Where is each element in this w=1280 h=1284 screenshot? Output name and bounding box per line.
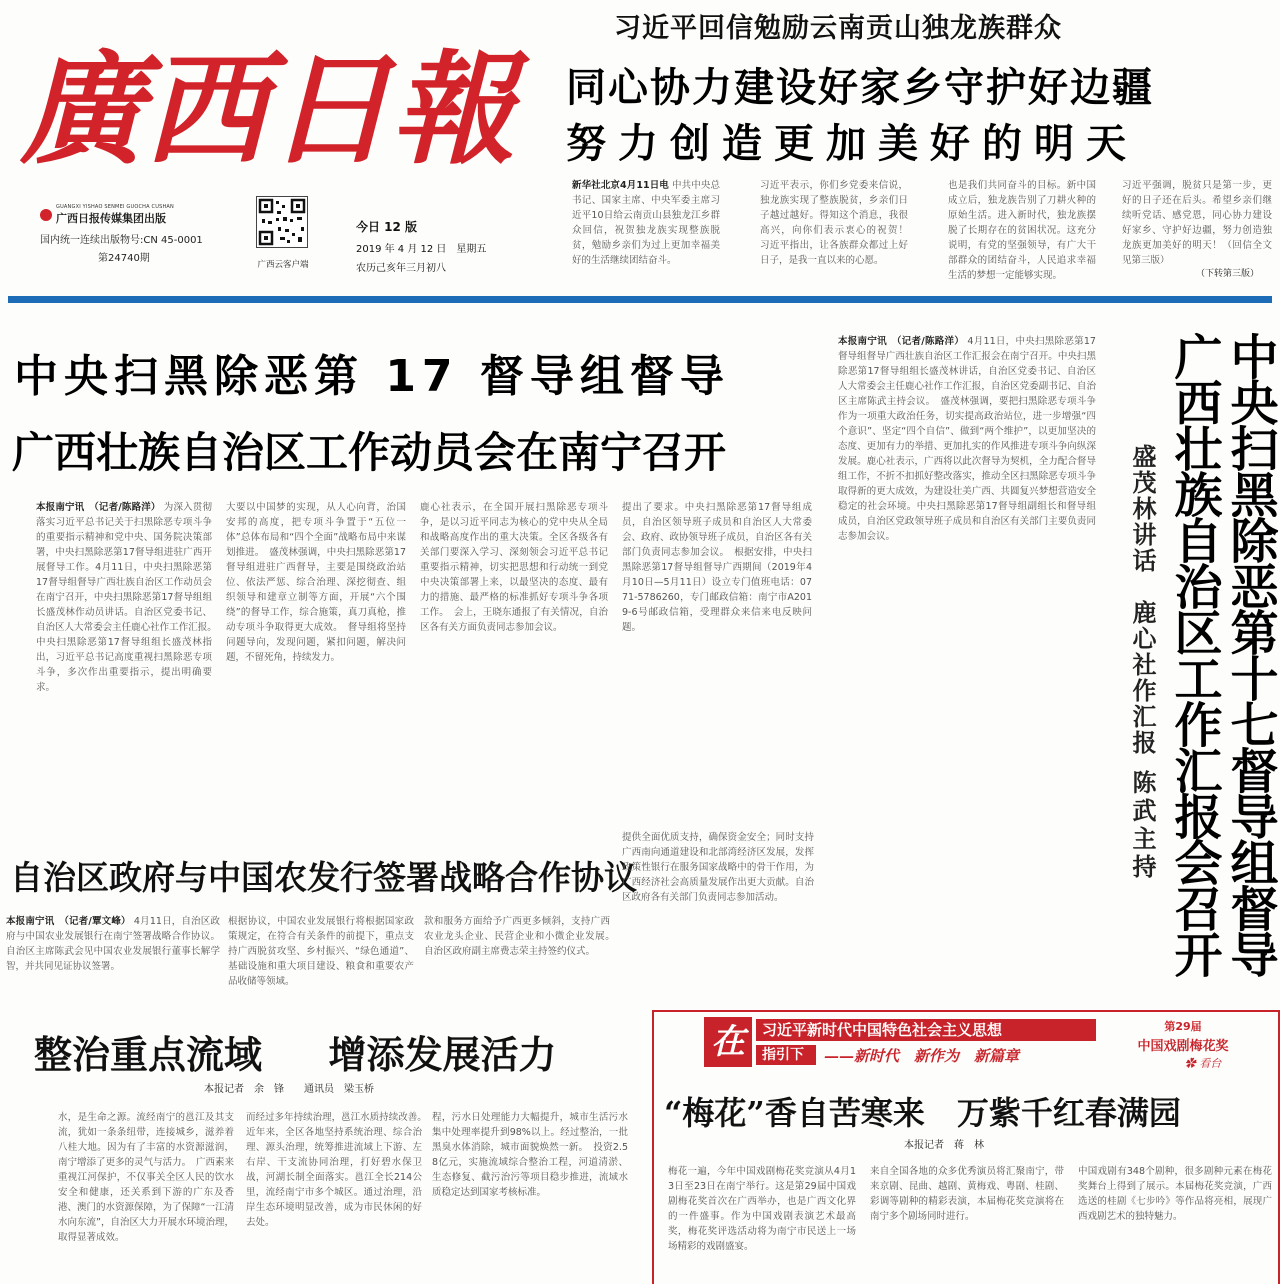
river-story-headline-a: 整治重点流域 [34,1032,263,1077]
publisher-block [40,204,250,264]
top-story-kicker: 习近平回信勉励云南贡山独龙族群众 [614,13,1062,44]
qr-code-icon [257,197,307,247]
issue-date: 2019 年 4 月 12 日 星期五 [356,244,487,255]
main-story-col-1: 本报南宁讯 （记者/陈路洋） 为深入贯彻落实习近平总书记关于扫黑除恶专项斗争的重要指示精神和党中央、国务院决策部署，中央扫黑除恶第17督导组进驻广西开展督导工作。4月11日，中央扫黑除恶第17督导组督导广西壮族自治区工作动员会在南宁召开，中央扫黑除恶第17督导组组长盛茂林作动员讲话。自治区党委书记、自治区人大常委会主任鹿心社作工作汇报。 中央扫黑除恶第17督导组组长盛茂林指出，习近平总书记高度重视扫黑除恶专项斗争，多次作出重要指示，提出明确要求。 [36,502,222,693]
main-story-headline-2: 广西壮族自治区工作动员会在南宁召开 [12,428,727,477]
plum-award-tail: ✿ 看台 [1184,1057,1222,1070]
plum-flower-icon: ✿ [1184,1057,1196,1070]
side-story-headline: 中央扫黑除恶第十七督导组督导广西壮族自治区工作汇报会召开 [1166,332,1278,976]
plum-banner-sub: 指引下 [756,1045,816,1065]
agri-story-headline: 自治区政府与中国农发行签署战略合作协议 [10,858,637,897]
qr-code [256,196,308,248]
main-story-col-4: 提出了要求。中央扫黑除恶第17督导组成员，自治区领导班子成员和自治区人大常委会、政府、政协领导班子成员，自治区各有关部门负责同志参加会议。 根据安排，中央扫黑除恶第17督导组督导广西期间（2019年4月10日—5月11日）设立专门值班电话：0771-5786260，专门邮政信箱：南宁市A2019-6号邮政信箱，受理群众来信来电反映问题。 [622,502,813,633]
logo-calligraphy [18,37,531,181]
edition-info [356,218,546,274]
top-story-col-1: 新华社北京4月11日电 中共中央总书记、国家主席、中央军委主席习近平10日给云南贡山县独龙江乡群众回信，祝贺独龙族实现整族脱贫，勉励乡亲们为过上更加幸福美好的生活继续团结奋斗。 [572,180,720,266]
publisher-logo-icon [40,209,52,221]
main-story-headline-1: 中央扫黑除恶第 17 督导组督导 [14,351,730,402]
plum-byline: 本报记者 蒋 林 [904,1140,984,1151]
plum-col-1: 梅花一遍，今年中国戏剧梅花奖竞演从4月13日至23日在南宁举行。这是第29届中国戏剧梅花奖首次在广西举办，也是广西文化界的一件盛事。作为中国戏剧表演艺术最高奖，梅花奖评选活动将为南宁市民送上一场场精彩的戏剧盛宴。 [668,1166,856,1252]
side-story-text: 本报南宁讯 （记者/陈路洋） 4月11日，中央扫黑除恶第17督导组督导广西壮族自治区工作汇报会在南宁召开。中央扫黑除恶第17督导组组长盛茂林讲话，自治区党委书记、自治区人大常委会主任鹿心社作工作汇报，自治区党委副书记、自治区主席陈武主持会议。 盛茂林强调，要把扫黑除恶专项斗争作为一项重大政治任务，切实提高政治站位，进一步增强“四个意识”、坚定“四个自信”、做到“两个维护”，以更加坚决的态度、更加有力的举措、更加扎实的作风推进专项斗争向纵深发展。鹿心社表示，广西将以此次督导为契机，全力配合督导组工作，不折不扣抓好整改落实，推动全区扫黑除恶专项斗争取得新的更大成效，为建设壮美广西、共圆复兴梦想营造安全稳定的社会环境。中央扫黑除恶第17督导组副组长和督导组成员，自治区党政领导班子成员和自治区有关部门主要负责同志参加会议。 [838,336,1096,542]
top-story-col-3: 也是我们共同奋斗的目标。新中国成立后，独龙族告别了刀耕火种的原始生活。进入新时代，独龙族摆脱了长期存在的贫困状况。这充分说明，有党的坚强领导，有广大干部群众的团结奋斗，人民追求幸福生活的梦想一定能够实现。 [948,180,1096,281]
top-story-dateline: 新华社北京4月11日电 [572,180,669,191]
top-story-continued: （下转第三版） [1196,269,1260,279]
agri-story-col-2: 根据协议，中国农业发展银行将根据国家政策规定，在符合有关条件的前提下，重点支持广西脱贫攻坚、乡村振兴、“绿色通道”、基础设施和重大项目建设、粮食和重要农产品收储等领域。 [228,916,414,987]
plum-banner-text-box [756,1019,1096,1041]
plum-banner-char: 在 [711,1022,745,1062]
plum-banner-text: 习近平新时代中国特色社会主义思想 [762,1021,1003,1039]
top-story-col-2: 习近平表示，你们乡党委来信说，独龙族实现了整族脱贫，乡亲们日子越过越好。得知这个消息，我很高兴，向你们表示衷心的祝贺！ 习近平指出，让各族群众都过上好日子，是我一直以来的心愿。 [760,180,918,266]
agri-story-col-3: 款和服务方面给予广西更多倾斜，支持广西农业龙头企业、民营企业和小微企业发展。 自治区政府副主席费志荣主持签约仪式。 [424,916,620,957]
qr-caption: 广西云客户端 [257,260,309,270]
plum-award [1108,1018,1258,1071]
agri-story-byline: 本报南宁讯 （记者/覃文峰） [6,916,131,927]
side-story-subtitle-2: 陈武主持 [1128,770,1156,882]
plum-col-2: 来自全国各地的众多优秀演员将汇聚南宁，带来京剧、昆曲、越剧、黄梅戏、粤剧、桂剧、彩调等剧种的精彩表演，本届梅花奖竞演将在南宁多个剧场同时进行。 [870,1166,1064,1222]
lunar-date: 农历己亥年三月初八 [356,263,446,274]
plum-headline: “梅花”香自苦寒来 万紫千红春满园 [664,1094,1181,1132]
publisher-name-en: GUANGXI YISHAO SENMEI GUOCHA CUSHAN [56,204,174,210]
top-story-col-4: 习近平强调，脱贫只是第一步，更好的日子还在后头。希望乡亲们继续听党话、感党恩，同心协力建设好家乡、守护好边疆，努力创造独龙族更加美好的明天！（回信全文见第三版） [1122,180,1272,266]
side-story-byline: 本报南宁讯 （记者/陈路洋） [838,336,965,347]
river-story-col-3: 程，污水日处理能力大幅提升，城市生活污水集中处理率提升到98%以上。经过整治，一批黑臭水体消除，城市面貌焕然一新。 投资2.58亿元，实施流域综合整治工程，河道清淤、生态修复、截污治污等项目稳步推进，流域水质稳定达到国家考核标准。 [432,1112,628,1198]
agri-story-col-1: 本报南宁讯 （记者/覃文峰） 4月11日，自治区政府与中国农业发展银行在南宁签署战略合作协议。自治区主席陈武会见中国农业发展银行董事长解学智，并共同见证协议签署。 [6,916,220,972]
river-story-byline: 本报记者 余 锋 通讯员 梁玉桥 [204,1084,374,1095]
newspaper-logo [18,37,531,181]
river-story-col-1: 水，是生命之源。流经南宁的邕江及其支流，犹如一条条纽带，连接城乡，滋养着八桂大地。因为有了丰富的水资源滋润，南宁增添了更多的灵气与活力。 广西素来重视江河保护，不仅事关全区人民的饮水安全和健康，还关系到下游的广东及香港、澳门的水资源保障，为了保障“一江清水向东流”，自治区大力开展水环境治理，取得显著成效。 [58,1112,234,1243]
river-story-headline [34,1024,557,1079]
top-story-headline-2: 努力创造更加美好的明天 [566,121,1138,167]
river-story-headline-b: 增添发展活力 [328,1032,557,1077]
main-story-byline: 本报南宁讯 （记者/陈路洋） [36,502,161,513]
main-story-col-3: 鹿心社表示，在全国开展扫黑除恶专项斗争，是以习近平同志为核心的党中央从全局和战略高度作出的重大决策。全区各级各有关部门要深入学习、深刻领会习近平总书记重要指示精神，切实把思想和行动统一到党中央决策部署上来，以最坚决的态度、最有力的措施、最严格的标准抓好专项斗争各项工作。 会上，王晓东通报了有关情况，自治区各有关方面负责同志参加会议。 [420,502,608,633]
cn-number: 国内统一连续出版物号:CN 45-0001 [40,235,203,246]
main-story-col-2: 大要以中国梦的实现，从人心向背，治国安邦的高度，把专项斗争置于“五位一体”总体布局和“四个全面”战略布局中来谋划推进。 盛茂林强调，中央扫黑除恶第17督导组进驻广西督导，主要是围绕政治站位、依法严惩、综合治理、深挖彻查、组织领导和建章立制等方面，开展“六个围绕”的督导工作，综合施策，真刀真枪，推动专项斗争取得更大成效。 督导组将坚持问题导向，发现问题，紧扣问题，解决问题，不留死角，持续发力。 [226,502,406,663]
masthead-divider [8,296,1272,303]
side-story-subtitle-1: 盛茂林讲话 鹿心社作汇报 [1128,444,1156,756]
publisher-name: 广西日报传媒集团出版 [56,212,166,225]
agri-story-col-4: 提供全面优质支持，确保资金安全；同时支持广西南向通道建设和北部湾经济区发展，发挥政策性银行在服务国家战略中的骨干作用，为广西经济社会高质量发展作出更大贡献。自治区政府各有关部门负责同志参加活动。 [622,832,814,903]
river-story-col-2: 而经过多年持续治理，邕江水质持续改善。 近年来，全区各地坚持系统治理、综合治理、源头治理，统筹推进流域上下游、左右岸、干支流协同治理，打好碧水保卫战，河湖长制全面落实。邕江全长214公里，流经南宁市多个城区。通过治理，沿岸生态环境明显改善，成为市民休闲的好去处。 [246,1112,432,1228]
plum-slogan: ——新时代 新作为 新篇章 [824,1047,1020,1065]
plum-col-3: 中国戏剧有348个剧种，很多剧种元素在梅花奖舞台上得到了展示。本届梅花奖竞演，广西选送的桂剧《七步吟》等作品将亮相，展现广西戏剧艺术的独特魅力。 [1078,1166,1272,1222]
svg-text:廣西日報: 廣西日報 [18,37,531,181]
issue-number: 第24740期 [98,253,150,264]
top-story-headline-1: 同心协力建设好家乡守护好边疆 [566,65,1154,111]
plum-banner [704,1017,1098,1067]
plum-award-name: 中国戏剧梅花奖 [1137,1039,1229,1054]
plum-banner-char-box [704,1017,752,1067]
plum-award-edition: 第29届 [1164,1020,1202,1033]
today-pages: 今日 12 版 [356,220,418,234]
